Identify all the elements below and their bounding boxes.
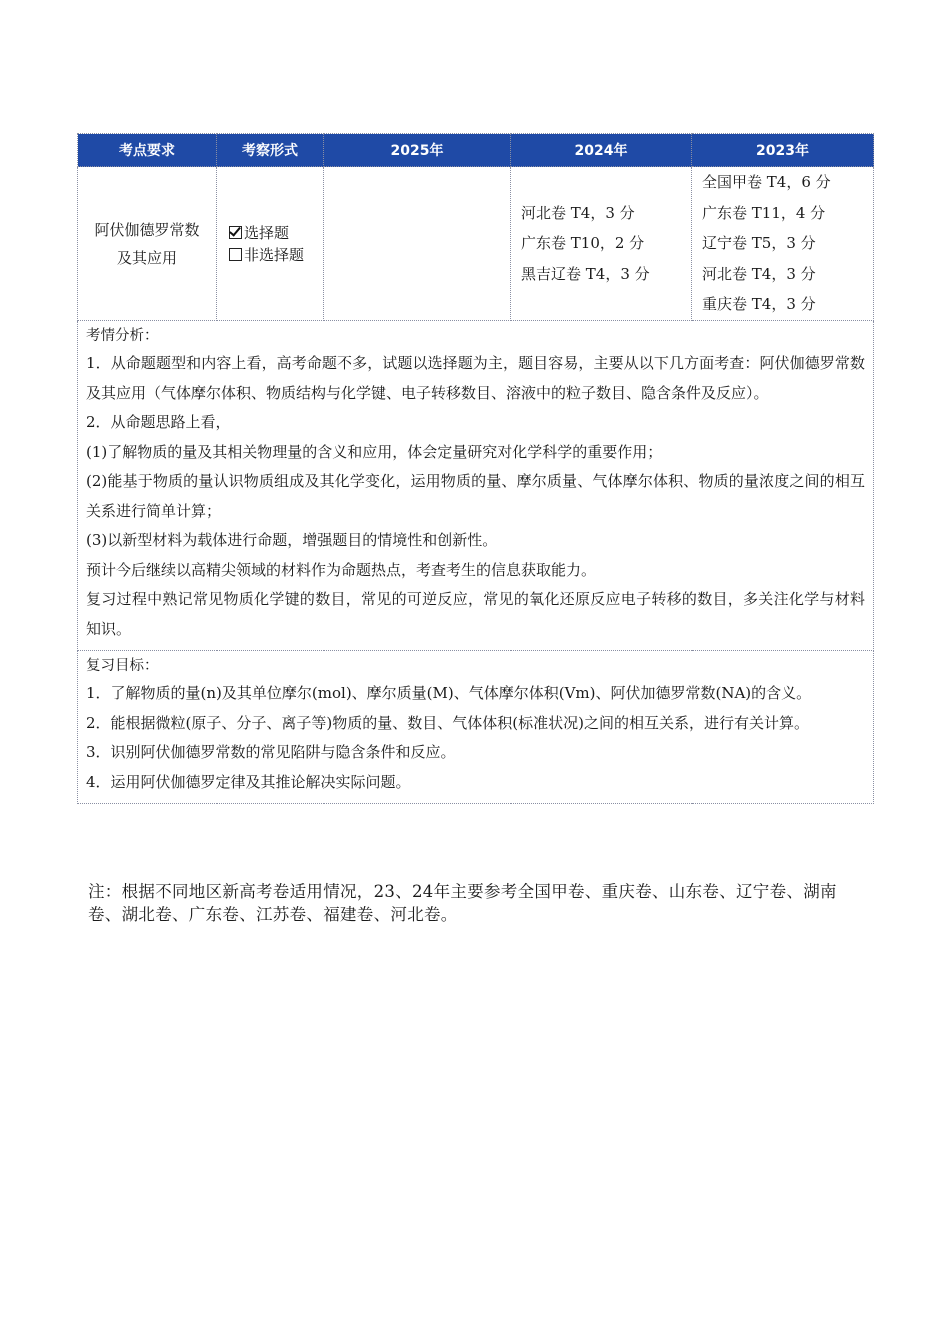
- form-label: 选择题: [244, 223, 290, 242]
- exam-overview-document: [77, 133, 873, 804]
- year-2024-cell: [511, 167, 692, 321]
- exam-table: [77, 133, 874, 804]
- goal-line: 1．了解物质的量(n)及其单位摩尔(mol)、摩尔质量(M)、气体摩尔体积(Vm)、阿伏加德罗常数(NA)的含义。: [86, 684, 812, 702]
- analysis-section: [78, 321, 874, 651]
- header-topic: 考点要求: [78, 134, 217, 167]
- header-form: 考察形式: [217, 134, 324, 167]
- goals-row: [78, 651, 874, 804]
- exam-item: 广东卷 T10，2 分: [521, 234, 645, 253]
- footnote: 注：根据不同地区新高考卷适用情况，23、24年主要参考全国甲卷、重庆卷、山东卷、辽宁卷、湖南卷、湖北卷、广东卷、江苏卷、福建卷、河北卷。: [88, 882, 837, 924]
- form-option-choice: [229, 222, 323, 244]
- year-2023-cell: [692, 167, 874, 321]
- analysis-line: 1．从命题题型和内容上看，高考命题不多，试题以选择题为主，题目容易，主要从以下几方面考查：阿伏伽德罗常数及其应用（气体摩尔体积、物质结构与化学键、电子转移数目、溶液中的粒子数目、隐含条件及反应）。: [86, 354, 865, 402]
- goal-line: 2．能根据微粒(原子、分子、离子等)物质的量、数目、气体体积(标准状况)之间的相互关系，进行有关计算。: [86, 713, 809, 732]
- exam-item: 广东卷 T11，4 分: [702, 203, 826, 222]
- exam-item: 全国甲卷 T4，6 分: [702, 173, 831, 192]
- topic-line: 阿伏伽德罗常数: [94, 220, 200, 239]
- form-option-nonchoice: [229, 244, 323, 266]
- header-2025: 2025年: [324, 134, 511, 167]
- exam-item: 重庆卷 T4，3 分: [702, 295, 816, 314]
- form-cell: [217, 167, 324, 321]
- exam-item: 河北卷 T4，3 分: [702, 264, 816, 283]
- header-2024: 2024年: [511, 134, 692, 167]
- unchecked-box-icon: [229, 248, 242, 261]
- topic-cell: [78, 167, 217, 321]
- analysis-line: (1)了解物质的量及其相关物理量的含义和应用，体会定量研究对化学科学的重要作用；: [86, 442, 663, 461]
- analysis-line: 预计今后继续以高精尖领域的材料作为命题热点，考查考生的信息获取能力。: [86, 560, 597, 579]
- form-label: 非选择题: [244, 245, 305, 264]
- header-2023: 2023年: [692, 134, 874, 167]
- goal-line: 4．运用阿伏伽德罗定律及其推论解决实际问题。: [86, 772, 411, 791]
- analysis-line: 复习过程中熟记常见物质化学键的数目，常见的可逆反应，常见的氧化还原反应电子转移的数目，多关注化学与材料知识。: [86, 590, 865, 638]
- analysis-line: 2．从命题思路上看，: [86, 413, 231, 431]
- checked-box-icon: [229, 226, 242, 239]
- year-2025-cell: [324, 167, 511, 321]
- goals-title: 复习目标：: [86, 658, 159, 674]
- goal-line: 3．识别阿伏伽德罗常数的常见陷阱与隐含条件和反应。: [86, 743, 456, 761]
- exam-item: 河北卷 T4，3 分: [521, 203, 635, 222]
- analysis-line: (3)以新型材料为载体进行命题，增强题目的情境性和创新性。: [86, 531, 498, 549]
- table-header-row: [78, 134, 874, 167]
- table-row: [78, 167, 874, 321]
- exam-item: 辽宁卷 T5，3 分: [702, 234, 816, 253]
- analysis-row: [78, 321, 874, 651]
- goals-section: [78, 651, 874, 804]
- exam-item: 黑吉辽卷 T4，3 分: [521, 264, 650, 283]
- analysis-line: (2)能基于物质的量认识物质组成及其化学变化，运用物质的量、摩尔质量、气体摩尔体积、物质的量浓度之间的相互关系进行简单计算；: [86, 472, 865, 520]
- topic-line: 及其应用: [116, 248, 177, 267]
- analysis-title: 考情分析：: [86, 328, 159, 344]
